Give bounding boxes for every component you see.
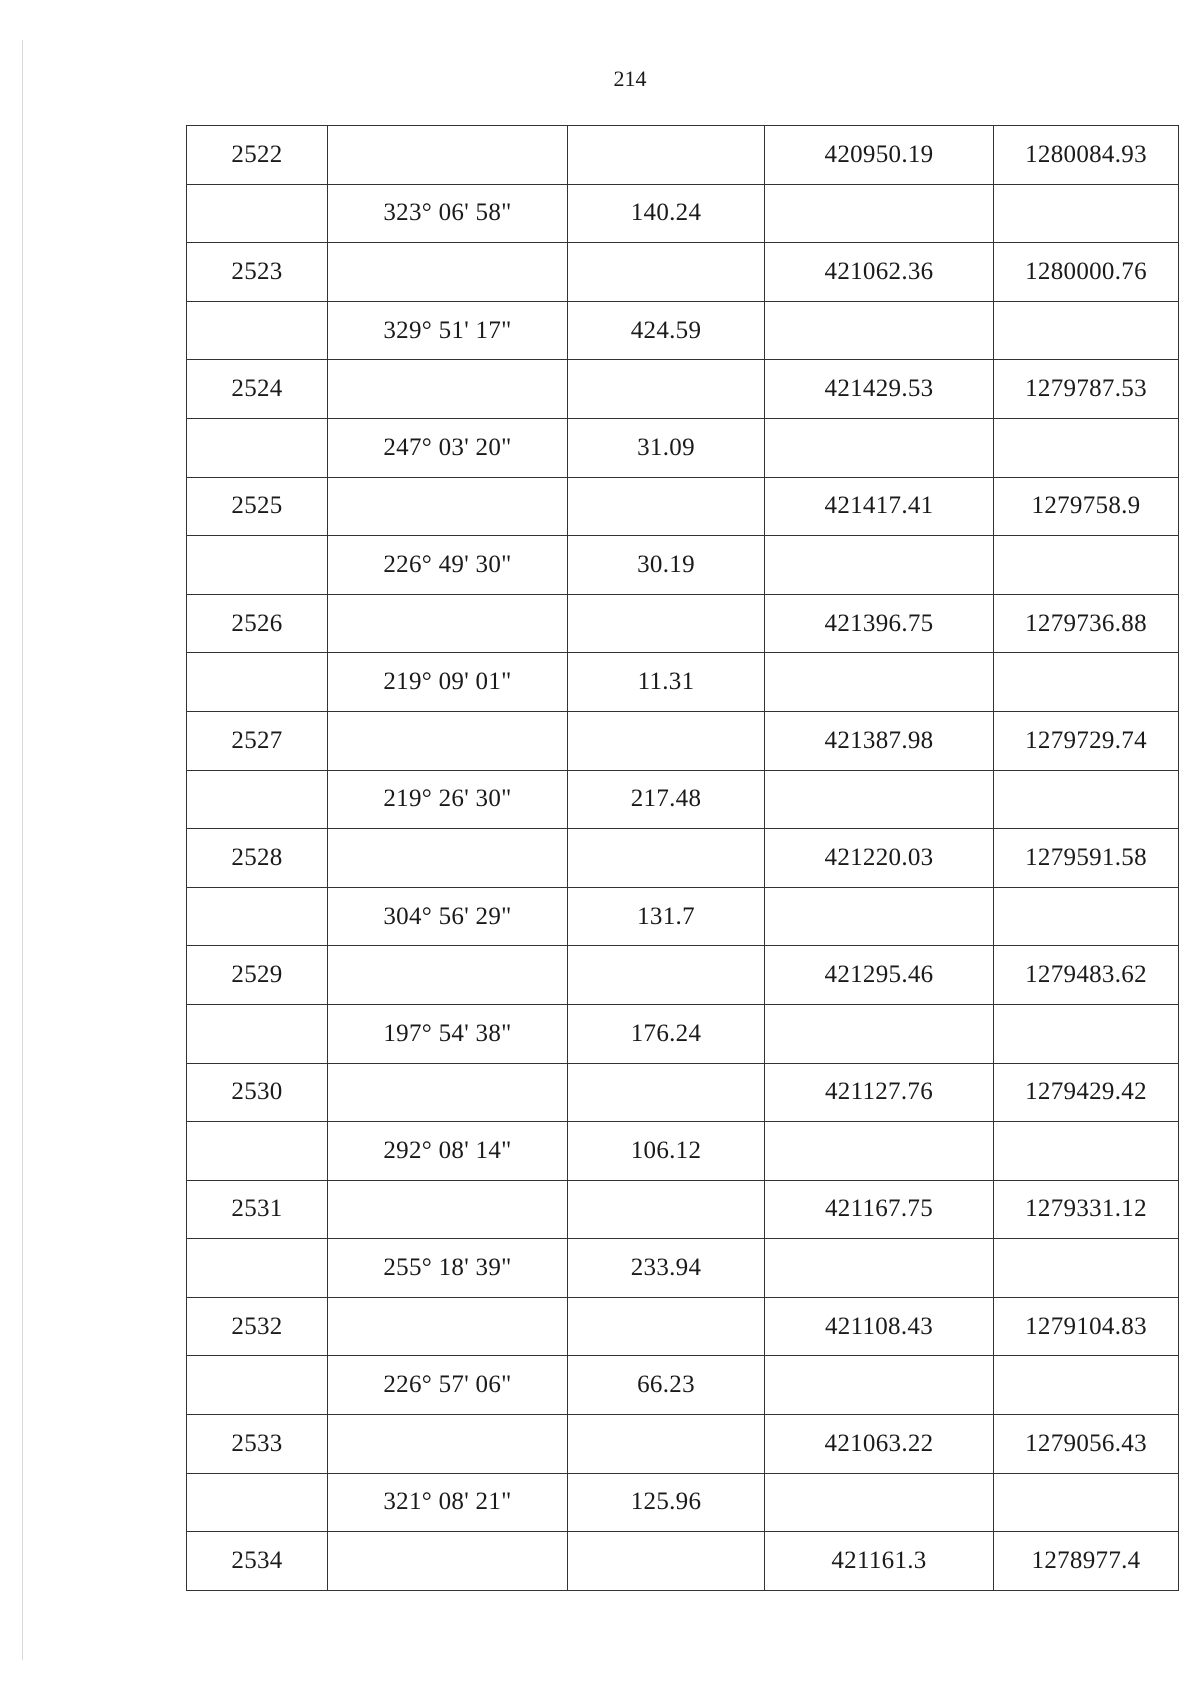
cell-point: 2524 <box>187 360 328 419</box>
cell-northing <box>765 418 994 477</box>
cell-northing: 421167.75 <box>765 1180 994 1239</box>
cell-easting: 1280000.76 <box>994 243 1179 302</box>
table-row <box>187 1473 1179 1532</box>
cell-easting: 1280084.93 <box>994 126 1179 185</box>
cell-easting <box>994 184 1179 243</box>
table-row <box>187 418 1179 477</box>
cell-easting <box>994 1239 1179 1298</box>
cell-distance <box>568 594 765 653</box>
cell-bearing <box>328 126 568 185</box>
cell-distance <box>568 829 765 888</box>
cell-easting: 1279483.62 <box>994 946 1179 1005</box>
cell-point <box>187 887 328 946</box>
cell-point <box>187 536 328 595</box>
cell-distance <box>568 711 765 770</box>
table-row <box>187 1356 1179 1415</box>
table-row <box>187 1004 1179 1063</box>
table-row <box>187 243 1179 302</box>
cell-distance <box>568 1063 765 1122</box>
cell-easting <box>994 301 1179 360</box>
cell-bearing <box>328 1532 568 1591</box>
page-number-text: 214 <box>613 66 647 91</box>
cell-point: 2532 <box>187 1297 328 1356</box>
cell-distance: 217.48 <box>568 770 765 829</box>
cell-northing <box>765 1356 994 1415</box>
table-row <box>187 536 1179 595</box>
cell-bearing <box>328 594 568 653</box>
cell-bearing: 219° 26' 30" <box>328 770 568 829</box>
table-row <box>187 184 1179 243</box>
cell-bearing: 329° 51' 17" <box>328 301 568 360</box>
cell-bearing: 292° 08' 14" <box>328 1122 568 1181</box>
cell-bearing <box>328 946 568 1005</box>
table-row <box>187 1297 1179 1356</box>
cell-bearing: 226° 49' 30" <box>328 536 568 595</box>
cell-distance: 31.09 <box>568 418 765 477</box>
cell-northing <box>765 1004 994 1063</box>
cell-point: 2533 <box>187 1415 328 1474</box>
cell-bearing <box>328 360 568 419</box>
cell-distance <box>568 946 765 1005</box>
cell-point <box>187 301 328 360</box>
cell-bearing <box>328 711 568 770</box>
cell-easting <box>994 536 1179 595</box>
cell-easting <box>994 1473 1179 1532</box>
cell-easting: 1279758.9 <box>994 477 1179 536</box>
cell-northing: 420950.19 <box>765 126 994 185</box>
cell-point <box>187 1356 328 1415</box>
cell-point <box>187 770 328 829</box>
cell-northing <box>765 887 994 946</box>
cell-easting <box>994 653 1179 712</box>
table-row <box>187 477 1179 536</box>
cell-northing: 421387.98 <box>765 711 994 770</box>
cell-bearing <box>328 1297 568 1356</box>
cell-point: 2522 <box>187 126 328 185</box>
cell-distance: 140.24 <box>568 184 765 243</box>
table-row <box>187 887 1179 946</box>
cell-northing: 421429.53 <box>765 360 994 419</box>
cell-easting: 1279736.88 <box>994 594 1179 653</box>
cell-bearing <box>328 1063 568 1122</box>
cell-point: 2529 <box>187 946 328 1005</box>
cell-distance <box>568 1532 765 1591</box>
cell-bearing: 323° 06' 58" <box>328 184 568 243</box>
cell-northing <box>765 653 994 712</box>
cell-point <box>187 418 328 477</box>
cell-distance <box>568 1415 765 1474</box>
cell-bearing <box>328 477 568 536</box>
cell-distance: 11.31 <box>568 653 765 712</box>
cell-distance: 131.7 <box>568 887 765 946</box>
cell-point: 2523 <box>187 243 328 302</box>
table-row <box>187 360 1179 419</box>
cell-easting <box>994 770 1179 829</box>
cell-distance: 66.23 <box>568 1356 765 1415</box>
cell-distance <box>568 1180 765 1239</box>
cell-northing: 421396.75 <box>765 594 994 653</box>
cell-point <box>187 1473 328 1532</box>
cell-northing <box>765 770 994 829</box>
cell-easting: 1279056.43 <box>994 1415 1179 1474</box>
cell-point <box>187 1004 328 1063</box>
table-row <box>187 301 1179 360</box>
cell-easting <box>994 418 1179 477</box>
cell-point: 2534 <box>187 1532 328 1591</box>
cell-northing <box>765 1239 994 1298</box>
table-row <box>187 711 1179 770</box>
cell-point <box>187 1122 328 1181</box>
cell-distance: 233.94 <box>568 1239 765 1298</box>
cell-distance <box>568 243 765 302</box>
cell-bearing <box>328 1415 568 1474</box>
coordinate-table-body <box>187 126 1179 1591</box>
table-row <box>187 1180 1179 1239</box>
cell-distance: 106.12 <box>568 1122 765 1181</box>
coordinate-table <box>186 125 1179 1591</box>
cell-bearing: 226° 57' 06" <box>328 1356 568 1415</box>
cell-easting <box>994 1122 1179 1181</box>
cell-northing <box>765 536 994 595</box>
cell-easting: 1279104.83 <box>994 1297 1179 1356</box>
table-row <box>187 1532 1179 1591</box>
cell-northing: 421417.41 <box>765 477 994 536</box>
cell-point: 2525 <box>187 477 328 536</box>
cell-bearing <box>328 829 568 888</box>
table-row <box>187 1239 1179 1298</box>
cell-northing <box>765 1122 994 1181</box>
cell-easting: 1279787.53 <box>994 360 1179 419</box>
cell-point <box>187 1239 328 1298</box>
cell-distance <box>568 1297 765 1356</box>
page-number <box>30 66 1200 92</box>
cell-northing: 421062.36 <box>765 243 994 302</box>
cell-distance <box>568 360 765 419</box>
cell-northing: 421161.3 <box>765 1532 994 1591</box>
cell-easting <box>994 1004 1179 1063</box>
cell-easting: 1279331.12 <box>994 1180 1179 1239</box>
cell-distance <box>568 477 765 536</box>
cell-bearing: 197° 54' 38" <box>328 1004 568 1063</box>
cell-easting: 1278977.4 <box>994 1532 1179 1591</box>
cell-bearing <box>328 1180 568 1239</box>
cell-point: 2531 <box>187 1180 328 1239</box>
table-row <box>187 653 1179 712</box>
cell-distance: 125.96 <box>568 1473 765 1532</box>
cell-bearing: 247° 03' 20" <box>328 418 568 477</box>
cell-point: 2530 <box>187 1063 328 1122</box>
cell-northing: 421127.76 <box>765 1063 994 1122</box>
cell-point <box>187 184 328 243</box>
cell-easting: 1279591.58 <box>994 829 1179 888</box>
cell-northing <box>765 301 994 360</box>
cell-point: 2526 <box>187 594 328 653</box>
cell-point: 2527 <box>187 711 328 770</box>
cell-easting <box>994 887 1179 946</box>
cell-bearing: 304° 56' 29" <box>328 887 568 946</box>
cell-distance: 30.19 <box>568 536 765 595</box>
cell-point <box>187 653 328 712</box>
cell-bearing: 255° 18' 39" <box>328 1239 568 1298</box>
cell-easting: 1279429.42 <box>994 1063 1179 1122</box>
cell-northing: 421108.43 <box>765 1297 994 1356</box>
cell-northing <box>765 1473 994 1532</box>
table-row <box>187 594 1179 653</box>
cell-northing: 421063.22 <box>765 1415 994 1474</box>
table-row <box>187 946 1179 1005</box>
table-row <box>187 829 1179 888</box>
table-row <box>187 1122 1179 1181</box>
table-row <box>187 770 1179 829</box>
cell-bearing <box>328 243 568 302</box>
cell-northing: 421220.03 <box>765 829 994 888</box>
cell-distance <box>568 126 765 185</box>
scan-edge <box>22 40 23 1660</box>
table-row <box>187 1063 1179 1122</box>
cell-distance: 176.24 <box>568 1004 765 1063</box>
cell-bearing: 219° 09' 01" <box>328 653 568 712</box>
cell-easting: 1279729.74 <box>994 711 1179 770</box>
cell-northing <box>765 184 994 243</box>
cell-bearing: 321° 08' 21" <box>328 1473 568 1532</box>
cell-point: 2528 <box>187 829 328 888</box>
cell-northing: 421295.46 <box>765 946 994 1005</box>
cell-easting <box>994 1356 1179 1415</box>
table-row <box>187 126 1179 185</box>
cell-distance: 424.59 <box>568 301 765 360</box>
table-row <box>187 1415 1179 1474</box>
